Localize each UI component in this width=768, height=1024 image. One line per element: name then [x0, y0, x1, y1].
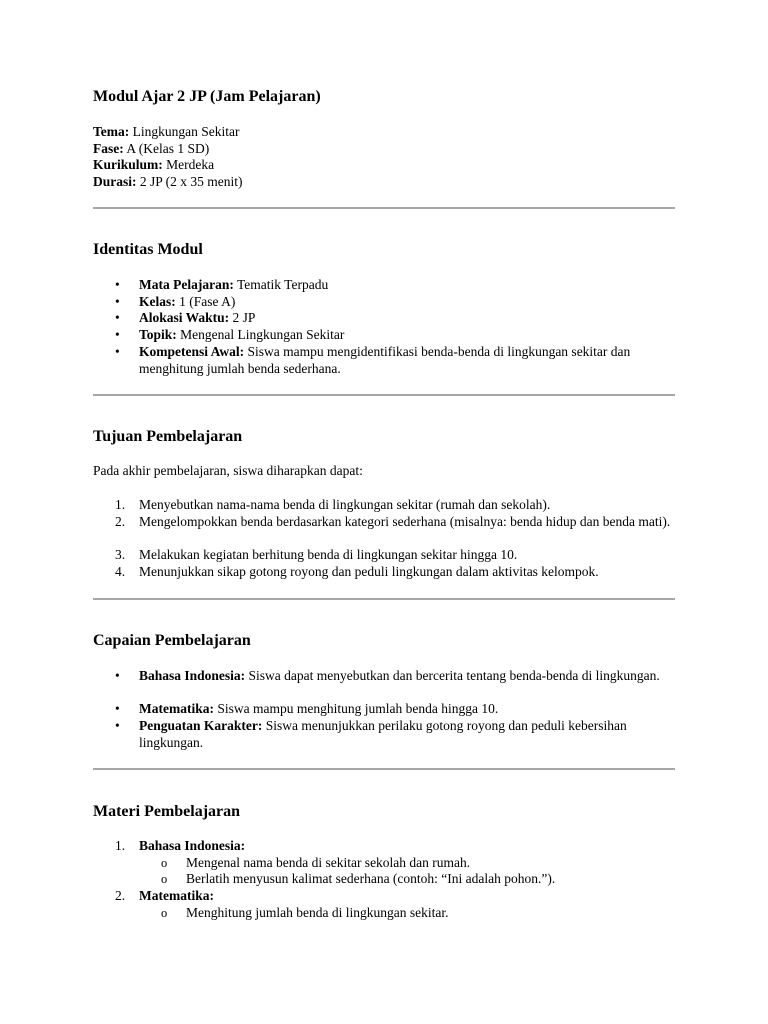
item-label: Penguatan Karakter:	[139, 718, 263, 734]
sub-list-item: o Mengenal nama benda di sekitar sekolah dan rumah.	[186, 855, 675, 872]
item-text: Menyebutkan nama-nama benda di lingkungan sekitar (rumah dan sekolah).	[139, 497, 551, 512]
field-value: Lingkungan Sekitar	[132, 124, 240, 139]
list-item	[115, 563, 675, 581]
item-label: Bahasa Indonesia:	[139, 838, 246, 853]
field-label: Kurikulum:	[93, 157, 163, 173]
field-label: Tema:	[93, 124, 130, 139]
item-value: Siswa mampu mengidentifikasi benda-benda di lingkungan sekitar dan menghitung jumlah benda sederhana.	[139, 343, 631, 376]
item-value: Siswa mampu menghitung jumlah benda hingga 10.	[217, 701, 499, 717]
field-value: Merdeka	[166, 157, 215, 173]
item-text: Mengelompokkan benda berdasarkan kategori sederhana (misalnya: benda hidup dan benda mati).	[139, 513, 671, 529]
divider	[93, 768, 675, 770]
document-title: Modul Ajar 2 JP (Jam Pelajaran)	[93, 88, 321, 105]
item-number: 3.	[115, 547, 126, 563]
field-value: A (Kelas 1 SD)	[126, 140, 210, 156]
list-item	[139, 310, 675, 327]
list-item	[139, 701, 675, 718]
list-item	[115, 547, 675, 564]
list-item	[139, 718, 675, 751]
section-heading-materi: Materi Pembelajaran	[93, 803, 241, 820]
item-label: Mata Pelajaran:	[139, 277, 234, 292]
item-value: Tematik Terpadu	[236, 277, 329, 292]
field-tema	[93, 124, 239, 141]
item-number: 1.	[115, 838, 126, 853]
list-item	[115, 888, 675, 905]
field-kurikulum	[93, 157, 214, 174]
item-value: 2 JP	[232, 310, 256, 326]
sub-list-item: o Berlatih menyusun kalimat sederhana (contoh: “Ini adalah pohon.”).	[186, 871, 675, 888]
item-label: Topik:	[139, 327, 177, 343]
section-heading-capaian: Capaian Pembelajaran	[93, 632, 251, 649]
list-item	[139, 277, 675, 294]
divider	[93, 394, 675, 396]
item-label: Matematika:	[139, 701, 214, 717]
item-label: Bahasa Indonesia:	[139, 668, 246, 683]
list-item	[139, 668, 675, 685]
item-text: Melakukan kegiatan berhitung benda di lingkungan sekitar hingga 10.	[139, 547, 518, 563]
item-label: Matematika:	[139, 888, 214, 904]
item-value: 1 (Fase A)	[179, 293, 236, 309]
field-durasi	[93, 174, 243, 191]
divider	[93, 207, 675, 209]
list-item	[139, 327, 675, 344]
field-label: Fase:	[93, 140, 124, 156]
item-text: Menunjukkan sikap gotong royong dan peduli lingkungan dalam aktivitas kelompok.	[139, 563, 599, 579]
list-item	[139, 294, 675, 311]
list-item	[115, 838, 675, 855]
item-label: Kompetensi Awal:	[139, 343, 245, 359]
item-number: 2.	[115, 513, 126, 529]
field-fase	[93, 141, 209, 158]
item-value: Siswa menunjukkan perilaku gotong royong dan peduli kebersihan lingkungan.	[139, 718, 627, 750]
field-label: Durasi:	[93, 174, 137, 190]
list-item	[115, 497, 675, 514]
section-intro: Pada akhir pembelajaran, siswa diharapkan dapat:	[93, 463, 363, 478]
item-number: 2.	[115, 888, 126, 904]
divider	[93, 598, 675, 600]
section-heading-tujuan: Tujuan Pembelajaran	[93, 428, 243, 445]
item-value: Siswa dapat menyebutkan dan bercerita tentang benda-benda di lingkungan.	[248, 668, 660, 683]
item-number: 4.	[115, 563, 126, 579]
field-value: 2 JP (2 x 35 menit)	[139, 174, 243, 190]
section-heading-identitas: Identitas Modul	[93, 241, 203, 258]
sub-list-item: o Menghitung jumlah benda di lingkungan sekitar.	[186, 905, 675, 922]
item-label: Kelas:	[139, 293, 176, 309]
list-item	[139, 344, 675, 377]
item-value: Mengenal Lingkungan Sekitar	[180, 327, 345, 343]
list-item	[115, 513, 675, 531]
item-number: 1.	[115, 497, 126, 512]
item-label: Alokasi Waktu:	[139, 310, 230, 326]
